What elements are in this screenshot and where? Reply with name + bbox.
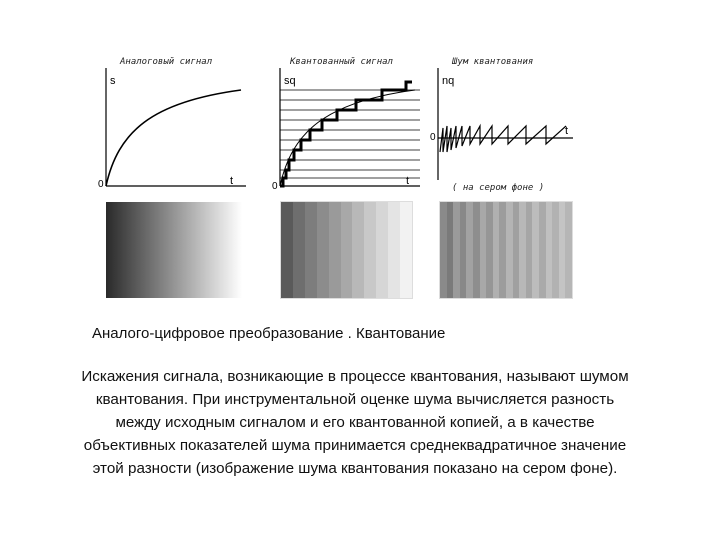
strip-band [317,202,329,298]
strip-band [447,202,454,298]
paragraph-line: этой разности (изображение шума квантования показано на сером фоне). [92,460,618,477]
paragraph-line: объективных показателей шума принимается среднеквадратичное значение [83,437,627,454]
noise-origin: 0 [430,132,436,143]
strip-band [565,202,572,298]
analog-gradient-strip [106,202,242,298]
paragraph-line: между исходным сигналом и его квантованной копией, а в качестве [115,414,595,431]
analog-panel-title: Аналоговый сигнал [120,57,213,67]
strip-band [341,202,353,298]
strip-band [460,202,467,298]
quantization-levels [280,90,420,178]
noise-y-label: nq [442,75,455,87]
strip-band [506,202,513,298]
paragraph-line: Искажения сигнала, возникающие в процессе квантования, называют шумом [81,368,629,385]
quantized-y-label: sq [284,75,296,87]
noise-x-label: t [565,125,569,137]
noise-sawtooth [440,125,569,152]
analog-x-label: t [230,175,234,187]
strip-band [388,202,400,298]
strip-band [293,202,305,298]
strip-band [400,202,412,298]
strip-band [329,202,341,298]
strip-band [466,202,473,298]
quantized-reference-curve [280,90,415,186]
figure-caption: Аналого-цифровое преобразование . Квантование [92,325,446,342]
quantized-origin: 0 [272,181,278,192]
strip-band [519,202,526,298]
strip-band [493,202,500,298]
strip-band [364,202,376,298]
strip-band [559,202,566,298]
strip-band [513,202,520,298]
noise-panel-title: Шум квантования [452,57,534,67]
strip-band [281,202,293,298]
strip-band [480,202,487,298]
quantized-bands-strip [281,202,412,298]
strip-band [473,202,480,298]
paragraph-line: квантования. При инструментальной оценке шума вычисляется разность [95,391,615,408]
analog-signal-graph [96,62,256,192]
body-paragraph [10,365,700,480]
analog-curve [106,90,241,186]
noise-bands-strip [440,202,572,298]
strip-band [546,202,553,298]
analog-y-label: s [110,75,116,87]
noise-graph [428,62,578,182]
strip-band [539,202,546,298]
strip-band [440,202,447,298]
strip-band [552,202,559,298]
analog-origin: 0 [98,179,104,190]
quantized-signal-graph [270,62,425,192]
strip-band [305,202,317,298]
strip-band [526,202,533,298]
strip-band [486,202,493,298]
strip-band [352,202,364,298]
strip-band [453,202,460,298]
strip-band [499,202,506,298]
quantized-x-label: t [406,175,410,187]
quantized-panel-title: Квантованный сигнал [290,57,393,67]
gray-background-note: ( на сером фоне ) [452,183,545,193]
strip-band [376,202,388,298]
strip-band [532,202,539,298]
